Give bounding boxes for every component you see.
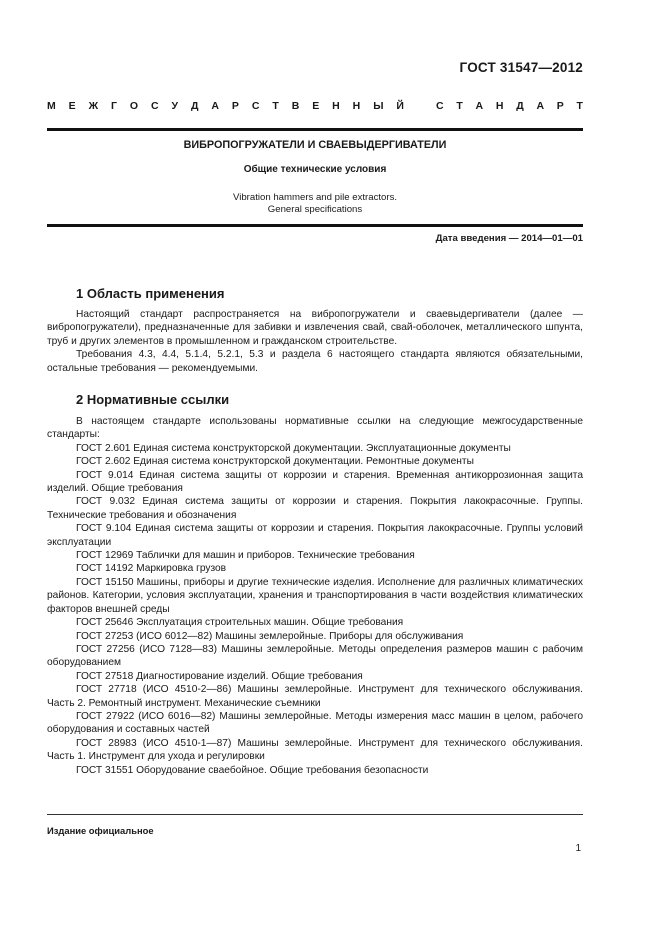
banner-letter: Т: [456, 100, 463, 112]
reference-item: ГОСТ 2.601 Единая система конструкторской документации. Эксплуатационные документы: [76, 442, 511, 454]
paragraph: В настоящем стандарте использованы нормативные ссылки на следующие межгосударственные стандарты:: [47, 416, 583, 441]
banner-letter: А: [536, 100, 545, 112]
banner-letter: В: [291, 100, 300, 112]
reference-item: ГОСТ 2.602 Единая система конструкторской документации. Ремонтные документы: [76, 456, 474, 468]
reference-item: ГОСТ 28983 (ИСО 4510-1—87) Машины землеройные. Инструмент для технического обслуживания. Часть 1. Инструмент для ухода и регулировки: [47, 737, 583, 763]
footer-divider: [47, 814, 583, 815]
official-edition-label: Издание официальное: [47, 825, 154, 836]
section-body-references: [47, 415, 583, 777]
reference-item: ГОСТ 14192 Маркировка грузов: [76, 563, 227, 575]
banner-letter: М: [47, 100, 56, 112]
banner-letter: С: [151, 100, 159, 112]
banner-letter: С: [251, 100, 260, 112]
banner-word-standard: [436, 100, 583, 112]
reference-item: ГОСТ 27256 (ИСО 7128—83) Машины землеройные. Методы определения размеров машин с рабочим оборудованием: [47, 643, 583, 669]
banner-letter: Г: [111, 100, 117, 112]
top-divider: [47, 128, 583, 131]
page-number: 1: [575, 843, 581, 854]
document-subtitle: Общие технические условия: [243, 164, 387, 175]
banner-letter: Р: [231, 100, 239, 112]
banner-letter: Е: [312, 100, 320, 112]
banner-letter: Р: [556, 100, 564, 112]
banner-letter: А: [211, 100, 219, 112]
reference-item: ГОСТ 27922 (ИСО 6016—82) Машины землеройные. Методы измерения масс машин в целом, рабочего оборудования и составных частей: [47, 710, 583, 736]
banner-letter: Й: [396, 100, 404, 112]
introduction-date: Дата введения — 2014—01—01: [435, 233, 583, 244]
title-divider: [47, 224, 583, 227]
standard-code: ГОСТ 31547—2012: [459, 60, 583, 75]
banner-letter: Т: [576, 100, 583, 112]
banner-letter: Д: [190, 100, 199, 112]
banner-letter: У: [171, 100, 179, 112]
banner-word-interstate: [47, 100, 404, 112]
banner-letter: Д: [516, 100, 524, 112]
banner-letter: О: [129, 100, 139, 112]
reference-item: ГОСТ 27518 Диагностирование изделий. Общие требования: [76, 670, 363, 682]
paragraph: Настоящий стандарт распространяется на вибропогружатели и сваевыдергиватели (далее — вибропогружатели), предназначенные для забивки и извлечения свай, свай-оболочек, металлического шпунта, труб и других элементов в промышленном и гражданском строительстве.: [47, 309, 583, 347]
document-title: ВИБРОПОГРУЖАТЕЛИ И СВАЕВЫДЕРГИВАТЕЛИ: [183, 139, 447, 151]
section-heading-scope: 1 Область применения: [76, 286, 225, 301]
reference-item: ГОСТ 31551 Оборудование сваебойное. Общие требования безопасности: [76, 764, 429, 776]
banner-letter: Т: [272, 100, 279, 112]
reference-item: ГОСТ 12969 Таблички для машин и приборов. Технические требования: [76, 550, 415, 562]
reference-item: ГОСТ 15150 Машины, приборы и другие технические изделия. Исполнение для различных климатических районов. Категории, условия эксплуатации, хранения и транспортирования в части воздействия климатических факторов внешней среды: [47, 576, 583, 615]
banner-letter: Ж: [88, 100, 99, 112]
reference-item: ГОСТ 9.032 Единая система защиты от коррозии и старения. Покрытия лакокрасочные. Группы. Технические требования и обозначения: [47, 496, 583, 521]
english-title-line1: Vibration hammers and pile extractors.: [232, 192, 398, 203]
english-title-line2: General specifications: [267, 204, 363, 215]
banner-letter: Н: [332, 100, 340, 112]
banner-letter: Н: [495, 100, 504, 112]
banner-letter: С: [436, 100, 444, 112]
reference-item: ГОСТ 9.104 Единая система защиты от коррозии и старения. Покрытия лакокрасочные. Группы условий эксплуатации: [47, 523, 583, 548]
banner-letter: А: [475, 100, 484, 112]
reference-item: ГОСТ 25646 Эксплуатация строительных машин. Общие требования: [76, 617, 404, 629]
banner-letter: Ы: [373, 100, 384, 112]
section-body-scope: [47, 308, 583, 375]
paragraph: Требования 4.3, 4.4, 5.1.4, 5.2.1, 5.3 и раздела 6 настоящего стандарта являются обязательными, остальные требования — рекомендуемыми.: [47, 349, 583, 374]
banner-letter: Е: [68, 100, 76, 112]
reference-item: ГОСТ 9.014 Единая система защиты от коррозии и старения. Временная антикоррозионная защита изделий. Общие требования: [47, 469, 583, 495]
reference-item: ГОСТ 27253 (ИСО 6012—82) Машины землеройные. Приборы для обслуживания: [76, 630, 464, 642]
interstate-standard-banner: [47, 100, 583, 112]
banner-letter: Н: [352, 100, 361, 112]
section-heading-references: 2 Нормативные ссылки: [76, 392, 230, 407]
reference-item: ГОСТ 27718 (ИСО 4510-2—86) Машины землеройные. Инструмент для технического обслуживания. Часть 2. Ремонтный инструмент. Механические съемники: [47, 684, 583, 709]
